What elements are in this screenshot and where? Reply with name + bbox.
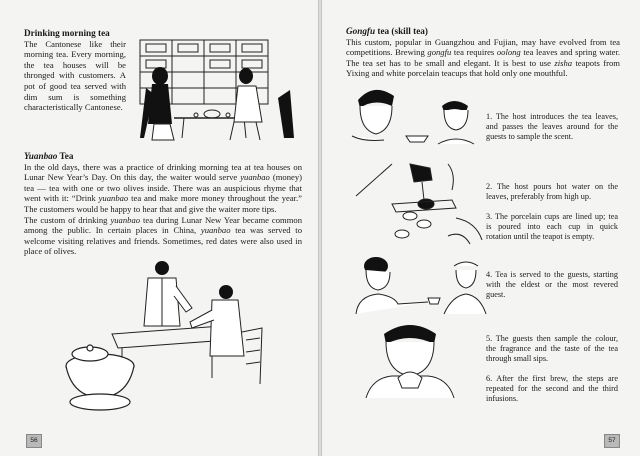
text-run: The custom of drinking <box>24 214 111 225</box>
text-run: tea and make more money throughout the year.” The customers would be happy to hear that and give the waiter more tips. <box>24 193 302 214</box>
step-1-illustration <box>344 84 482 148</box>
step-2-3-illustration <box>352 160 488 256</box>
yuanbao-section <box>24 151 302 257</box>
italic-term: yuanbao <box>110 214 141 225</box>
yuanbao-heading-italic: Yuanbao <box>24 151 58 161</box>
italic-term: yuanbao <box>240 172 270 183</box>
yuanbao-paragraph-2 <box>24 215 302 257</box>
italic-term: oolong <box>496 47 521 58</box>
step-2-paragraph: 2. The host pours hot water on the leaves, preferably from high up. <box>486 182 618 202</box>
right-page <box>322 0 640 456</box>
step-2-text <box>486 182 618 202</box>
text-run: This custom, popular in Guangzhou and Fujian, may have evolved from tea competitions. Brewing <box>346 36 620 58</box>
page-number-left: 56 <box>26 434 42 448</box>
text-run: tea was served to welcome visiting relatives and friends. Sometimes, red dates were also used in place of olives. <box>24 225 302 257</box>
italic-term: gongfu <box>427 47 452 58</box>
step-3-paragraph: 3. The porcelain cups are lined up; tea is poured into each cup in quick rotation until the teapot is empty. <box>486 212 618 242</box>
text-run: tea requires <box>451 47 497 58</box>
italic-term: yuanbao <box>200 225 231 236</box>
step-1-paragraph: 1. The host introduces the tea leaves, and passes the leaves around for the guests to sample the scent. <box>486 112 618 142</box>
text-run: teapots from Yixing and white porcelain teacups that hold only one mouthful. <box>346 57 620 79</box>
left-page <box>0 0 318 456</box>
italic-term: zisha <box>554 57 573 68</box>
gongfu-intro-paragraph <box>346 37 620 79</box>
step-5-text <box>486 334 618 365</box>
text-run: (money) tea — tea with one or two olives inside. There was an auspicious rhyme that went with it: “Drink <box>24 172 303 204</box>
page-number-right: 57 <box>604 434 620 448</box>
step-4-text <box>486 270 618 301</box>
yuanbao-tea-illustration <box>62 256 272 422</box>
text-run: In the old days, there was a practice of drinking morning tea at tea houses on Lunar New Year’s Day. On this day, the waiter would serve <box>24 161 302 183</box>
yuanbao-paragraph-1 <box>24 162 302 215</box>
morning-tea-body: The Cantonese like their morning tea. Every morning, the tea houses will be thronged with customers. A pot of good tea served with dim sum is something characteristically Cantonese. <box>24 38 126 113</box>
gongfu-heading-italic: Gongfu <box>346 26 376 36</box>
italic-term: yuanbao <box>98 193 129 204</box>
morning-tea-heading: Drinking morning tea <box>24 28 110 38</box>
morning-tea-section <box>24 28 126 113</box>
step-6-text <box>486 374 618 405</box>
step-4-illustration <box>348 256 488 316</box>
gongfu-intro-section <box>346 26 620 79</box>
step-5-paragraph: 5. The guests then sample the colour, the fragrance and the taste of the tea through small sips. <box>486 334 618 364</box>
gongfu-heading-rest: tea (skill tea) <box>375 26 428 36</box>
yuanbao-heading <box>24 151 302 162</box>
step-5-illustration <box>362 320 460 398</box>
step-3-text <box>486 212 618 243</box>
gongfu-heading <box>346 26 620 37</box>
step-6-paragraph: 6. After the first brew, the steps are repeated for the second and the third infusions. <box>486 374 618 404</box>
text-run: tea leaves and spring water. The tea set has to be small and elegant. It is best to use <box>346 47 621 68</box>
yuanbao-heading-rest: Tea <box>57 151 74 161</box>
step-1-text <box>486 112 618 143</box>
morning-tea-illustration <box>134 38 300 142</box>
text-run: tea during Lunar New Year became common among the public. In certain places in China, <box>24 214 303 236</box>
step-4-paragraph: 4. Tea is served to the guests, starting with the eldest or the most revered guest. <box>486 270 618 300</box>
